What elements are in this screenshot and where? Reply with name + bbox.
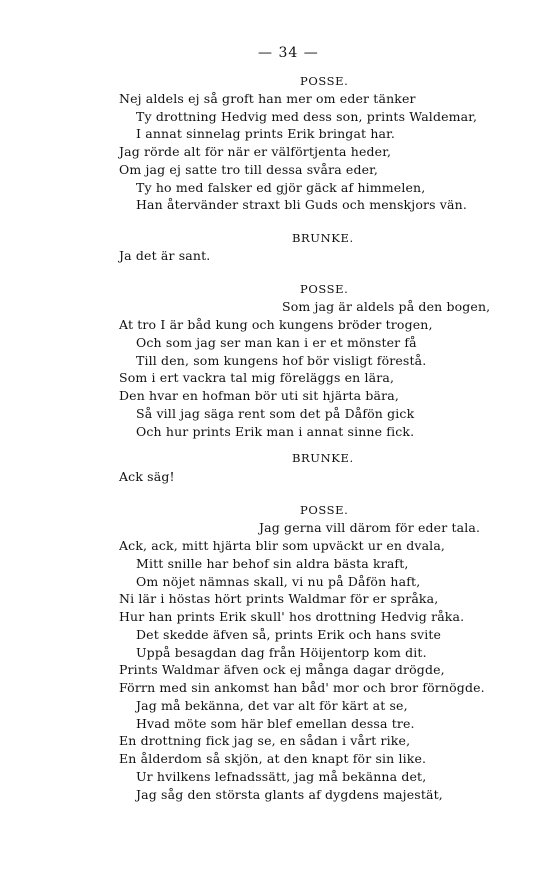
verse-line: Den hvar en hofman bör uti sit hjärta bära,	[119, 388, 399, 403]
verse-line: Det skedde äfven så, prints Erik och hans svite	[136, 627, 442, 642]
verse-line: Ur hvilkens lefnadssätt, jag må bekänna det,	[136, 769, 427, 784]
page-number: — 34 —	[258, 45, 319, 61]
verse-line: Som jag är aldels på den bogen,	[282, 299, 491, 314]
verse-line: Jag gerna vill därom för eder tala.	[259, 520, 481, 535]
verse-line: Ty drottning Hedvig med dess son, prints Waldemar,	[136, 109, 478, 124]
verse-line: Hvad möte som här blef emellan dessa tre.	[136, 716, 415, 731]
verse-line: Om jag ej satte tro till dessa svåra eder,	[119, 162, 379, 177]
verse-line: En ålderdom så skjön, at den knapt för sin like.	[119, 751, 427, 766]
speaker-posse: POSSE.	[300, 503, 349, 517]
verse-line: Mitt snille har behof sin aldra bästa kraft,	[136, 556, 409, 571]
verse-line: Till den, som kungens hof bör visligt förestå.	[136, 353, 427, 368]
speaker-posse: POSSE.	[300, 282, 349, 296]
verse-line: I annat sinnelag prints Erik bringat har.	[136, 126, 396, 141]
verse-line: Jag må bekänna, det var alt för kärt at se,	[136, 698, 408, 713]
speaker-brunke: BRUNKE.	[292, 231, 354, 245]
verse-line: Uppå besagdan dag från Höijentorp kom dit.	[136, 645, 427, 660]
verse-line: Ack, ack, mitt hjärta blir som upväckt ur en dvala,	[119, 538, 446, 553]
verse-line: Och hur prints Erik man i annat sinne fick.	[136, 424, 415, 439]
verse-line: Nej aldels ej så groft han mer om eder tänker	[119, 91, 416, 106]
verse-line: Ty ho med falsker ed gjör gäck af himmelen,	[136, 180, 426, 195]
verse-line: Prints Waldmar äfven ock ej många dagar drögde,	[119, 662, 445, 677]
verse-line: Jag rörde alt för när er välförtjenta heder,	[119, 144, 392, 159]
verse-line: Jag såg den största glants af dygdens majestät,	[136, 787, 443, 802]
verse-line: Ja det är sant.	[119, 248, 211, 263]
verse-line: Han återvänder straxt bli Guds och menskjors vän.	[136, 197, 467, 212]
verse-line: Förrn med sin ankomst han båd' mor och bror förnögde.	[119, 680, 485, 695]
speaker-brunke: BRUNKE.	[292, 451, 354, 465]
verse-line: Så vill jag säga rent som det på Dåfön gick	[136, 406, 415, 421]
verse-line: Som i ert vackra tal mig föreläggs en lära,	[119, 370, 395, 385]
verse-line: Hur han prints Erik skull' hos drottning Hedvig råka.	[119, 609, 465, 624]
verse-line: En drottning fick jag se, en sådan i vårt rike,	[119, 733, 411, 748]
verse-line: Ack säg!	[119, 469, 175, 484]
verse-line: At tro I är båd kung och kungens bröder trogen,	[119, 317, 433, 332]
verse-line: Om nöjet nämnas skall, vi nu på Dåfön haft,	[136, 574, 421, 589]
verse-line: Ni lär i höstas hört prints Waldmar för er språka,	[119, 591, 439, 606]
verse-line: Och som jag ser man kan i er et mönster få	[136, 335, 417, 350]
speaker-posse: POSSE.	[300, 74, 349, 88]
